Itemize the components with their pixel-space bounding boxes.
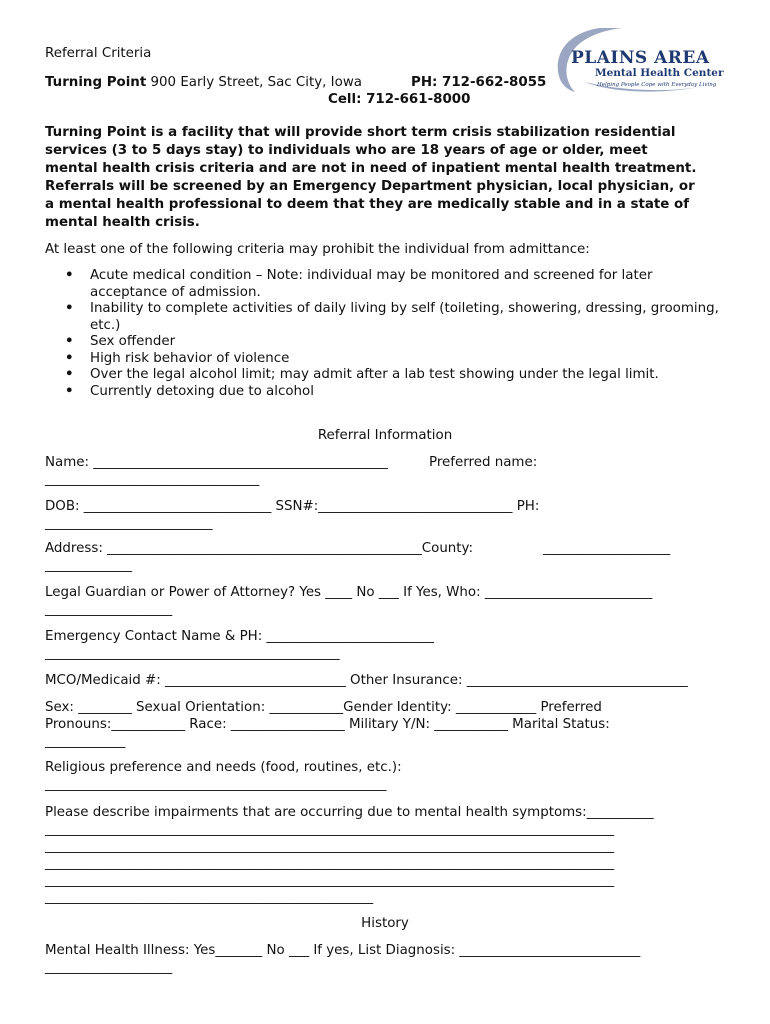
history-heading: History [361,916,409,931]
intro-line: Turning Point is a facility that will provide short term crisis stabilization residential [45,125,676,140]
facility-address: 900 Early Street, Sac City, Iowa [150,75,362,90]
intro-line: Referrals will be screened by an Emergency Department physician, local physician, or [45,179,695,194]
list-item: • Over the legal alcohol limit; may admit after a lab test showing under the legal limit. [90,367,730,384]
impairments-field: Please describe impairments that are occurring due to mental health symptoms:__________ [45,805,654,820]
name-field: Name: ____________________________________________ [45,455,388,470]
intro-paragraph [45,124,725,232]
emergency-contact-field: Emergency Contact Name & PH: _________________________ [45,629,434,644]
dob-ssn-field: DOB: ____________________________ SSN#:_____________________________ PH: [45,499,540,514]
address-line-2: _____________ [45,558,133,573]
intro-line: services (3 to 5 days stay) to individuals who are 18 years of age or older, meet [45,143,648,158]
phone-line: _________________________ [45,516,213,531]
impairments-line: _____________________________________________________________________________________ [45,839,615,854]
county-line: ___________________ [543,541,671,556]
intro-line: a mental health professional to deem that they are medically stable and in a state of [45,197,690,212]
guardian-field: Legal Guardian or Power of Attorney? Yes ____ No ___ If Yes, Who: _________________________ [45,585,653,600]
impairments-line-last: _________________________________________________ [45,890,374,905]
list-item: • Inability to complete activities of daily living by self (toileting, showering, dressing, grooming, etc.) [90,301,730,334]
sex-orientation-field: Sex: ________ Sexual Orientation: ___________Gender Identity: ____________ Preferred [45,700,602,715]
criteria-intro: At least one of the following criteria may prohibit the individual from admittance: [45,242,590,257]
list-item: • High risk behavior of violence [90,351,730,368]
criteria-list [45,268,730,400]
mental-health-line-2: ___________________ [45,960,173,975]
marital-status-line: ____________ [45,734,126,749]
list-item: • Currently detoxing due to alcohol [90,384,730,401]
mental-health-illness-field: Mental Health Illness: Yes_______ No ___ If yes, List Diagnosis: ___________________________ [45,943,641,958]
intro-line: mental health crisis criteria and are not in need of inpatient mental health treatment. [45,161,697,176]
impairments-line: _____________________________________________________________________________________ [45,873,615,888]
religious-field: Religious preference and needs (food, routines, etc.): [45,760,402,775]
facility-line [45,75,362,90]
religious-line-2: ___________________________________________________ [45,777,387,792]
insurance-field: MCO/Medicaid #: ___________________________ Other Insurance: _________________________________ [45,673,688,688]
logo-subtitle: Mental Health Center [595,67,724,79]
emergency-contact-line-2: ____________________________________________ [45,646,340,661]
referral-heading: Referral Information [317,428,453,443]
impairments-line: _____________________________________________________________________________________ [45,822,615,837]
list-item: • Sex offender [90,334,730,351]
impairments-line: _____________________________________________________________________________________ [45,856,615,871]
document-title: Referral Criteria [45,46,152,61]
address-field: Address: _______________________________________________County: [45,541,474,556]
logo-title: PLAINS AREA [571,48,710,68]
intro-line: mental health crisis. [45,215,200,230]
guardian-line-2: ___________________ [45,602,173,617]
facility-phone: PH: 712-662-8055 [411,75,547,90]
logo-tagline: Helping People Cope with Everyday Living [597,82,717,88]
pronouns-race-field: Pronouns:___________ Race: _________________ Military Y/N: ___________ Marital Status: [45,717,610,732]
facility-name: Turning Point [45,75,147,90]
preferred-name-label: Preferred name: [429,455,538,470]
preferred-name-line: ________________________________ [45,472,260,487]
plains-area-logo [545,24,735,96]
list-item: • Acute medical condition – Note: individual may be monitored and screened for later acceptance of admission. [90,268,730,301]
facility-cell: Cell: 712-661-8000 [328,92,471,107]
